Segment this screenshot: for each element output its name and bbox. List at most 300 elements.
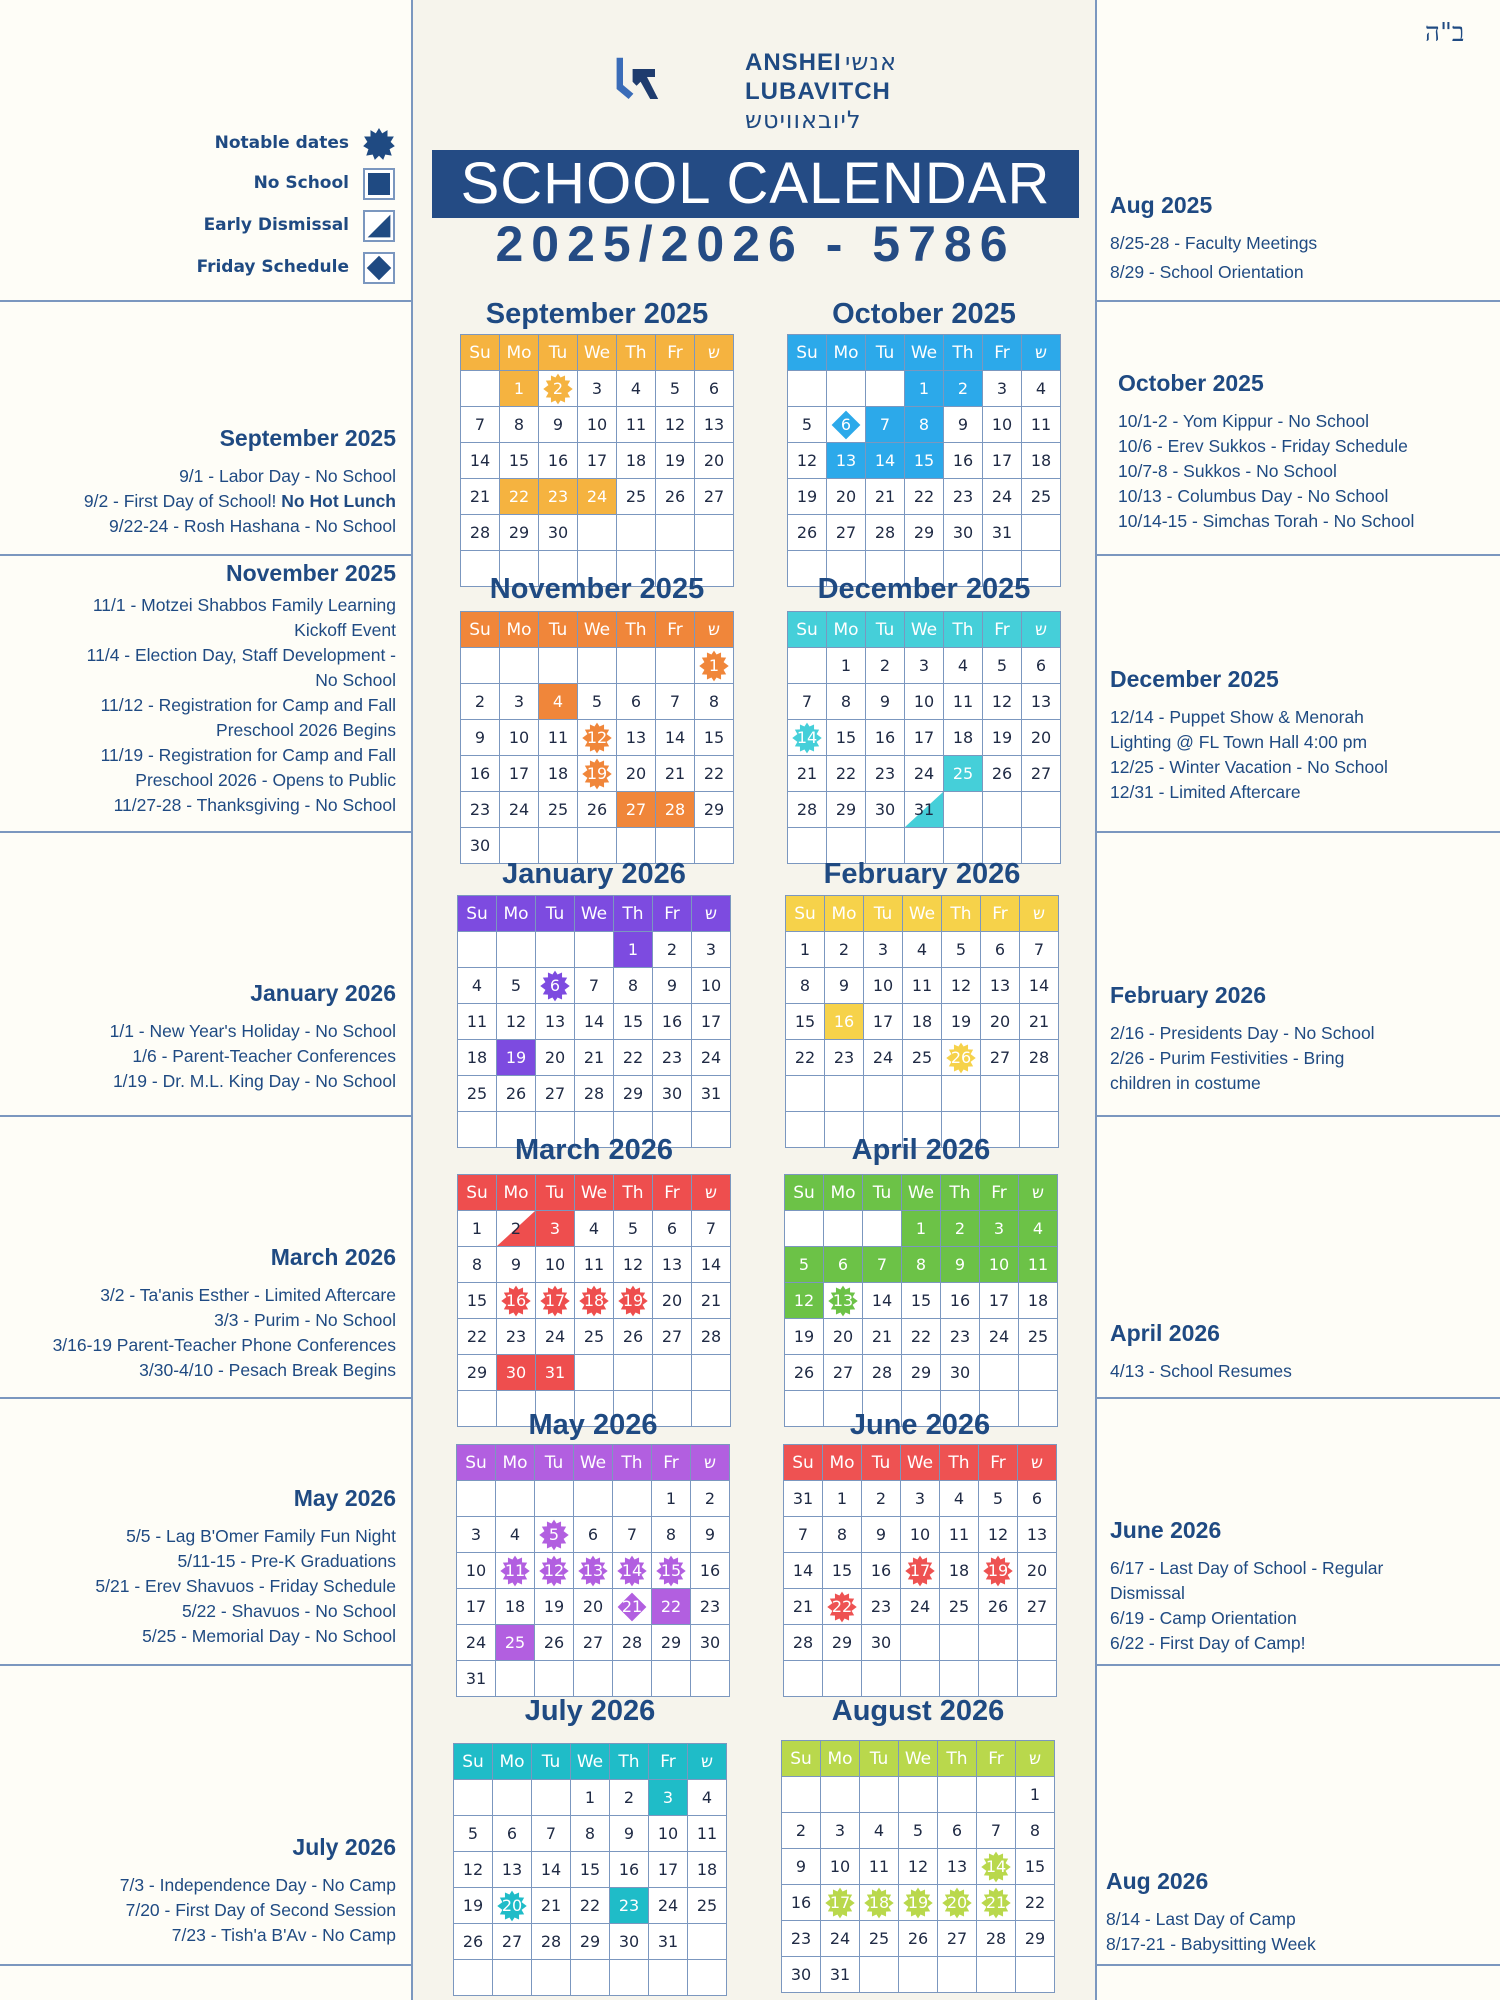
day-number: 21 xyxy=(874,487,896,506)
day-header: Th xyxy=(613,1445,652,1481)
legend-label: No School xyxy=(253,173,349,193)
divider xyxy=(1095,1964,1500,1966)
notes-april-2026 xyxy=(1110,1320,1490,1384)
day-number: 17 xyxy=(700,1012,722,1031)
day-cell xyxy=(649,1888,688,1924)
day-number: 27 xyxy=(703,487,725,506)
day-cell xyxy=(1018,1481,1057,1517)
day-number: 1 xyxy=(627,940,639,959)
day-number: 16 xyxy=(949,1291,971,1310)
note-line: 8/17-21 - Babysitting Week xyxy=(1106,1934,1316,1954)
day-number: 19 xyxy=(950,1012,972,1031)
day-number: 2 xyxy=(552,379,564,398)
day-number: 8 xyxy=(584,1824,596,1843)
day-number: 19 xyxy=(796,487,818,506)
day-number: 22 xyxy=(703,764,725,783)
day-header: Mo xyxy=(827,612,866,648)
day-number: 31 xyxy=(792,1489,814,1508)
day-number: 8 xyxy=(513,415,525,434)
divider xyxy=(1095,300,1500,302)
day-number: 7 xyxy=(669,692,681,711)
day-cell xyxy=(458,1247,497,1283)
day-header: Th xyxy=(617,335,656,371)
day-cell xyxy=(827,443,866,479)
day-header: Mo xyxy=(500,612,539,648)
day-number: 16 xyxy=(469,764,491,783)
day-cell xyxy=(496,1553,535,1589)
day-cell xyxy=(866,648,905,684)
day-number: 3 xyxy=(993,1219,1005,1238)
day-number: 17 xyxy=(829,1893,851,1912)
day-cell xyxy=(899,1849,938,1885)
day-number: 15 xyxy=(835,728,857,747)
day-cell xyxy=(458,1355,497,1391)
empty-day-cell xyxy=(784,1661,823,1697)
day-number: 6 xyxy=(1035,656,1047,675)
day-cell xyxy=(824,1247,863,1283)
day-cell xyxy=(610,1816,649,1852)
notes-july-2026 xyxy=(1,1834,396,1948)
empty-day-cell xyxy=(860,1957,899,1993)
day-number: 14 xyxy=(871,1291,893,1310)
day-number: 28 xyxy=(871,1363,893,1382)
day-number: 16 xyxy=(547,451,569,470)
divider xyxy=(0,554,413,556)
day-number: 23 xyxy=(469,800,491,819)
day-cell xyxy=(903,1004,942,1040)
logo-line2: LUBAVITCH xyxy=(745,78,891,105)
day-header: Tu xyxy=(862,1445,901,1481)
day-cell xyxy=(824,1355,863,1391)
day-number: 10 xyxy=(657,1824,679,1843)
day-cell xyxy=(535,1589,574,1625)
day-cell xyxy=(493,1816,532,1852)
day-number: 6 xyxy=(708,379,720,398)
day-number: 24 xyxy=(508,800,530,819)
day-cell xyxy=(902,1283,941,1319)
empty-day-cell xyxy=(496,1481,535,1517)
day-number: 26 xyxy=(586,800,608,819)
day-cell xyxy=(938,1921,977,1957)
day-cell xyxy=(691,1553,730,1589)
empty-day-cell xyxy=(981,1076,1020,1112)
day-number: 24 xyxy=(465,1633,487,1652)
day-number: 30 xyxy=(618,1932,640,1951)
day-cell xyxy=(823,1625,862,1661)
day-number: 19 xyxy=(793,1327,815,1346)
empty-day-cell xyxy=(454,1780,493,1816)
day-number: 31 xyxy=(991,523,1013,542)
note-line: 10/14-15 - Simchas Torah - No School xyxy=(1118,511,1415,531)
empty-day-cell xyxy=(461,648,500,684)
day-number: 1 xyxy=(584,1788,596,1807)
day-number: 28 xyxy=(621,1633,643,1652)
day-number: 20 xyxy=(946,1893,968,1912)
day-cell xyxy=(617,684,656,720)
day-cell xyxy=(1022,371,1061,407)
day-cell xyxy=(454,1924,493,1960)
empty-day-cell xyxy=(980,1355,1019,1391)
day-cell xyxy=(649,1852,688,1888)
day-cell xyxy=(1018,1589,1057,1625)
day-number: 10 xyxy=(988,1255,1010,1274)
day-cell xyxy=(1020,1040,1059,1076)
note-line: 12/14 - Puppet Show & Menorah xyxy=(1110,707,1364,727)
day-number: 25 xyxy=(952,764,974,783)
day-cell xyxy=(977,1921,1016,1957)
day-cell xyxy=(614,1283,653,1319)
empty-day-cell xyxy=(899,1777,938,1813)
day-cell xyxy=(691,1589,730,1625)
note-bold: No Hot Lunch xyxy=(281,491,396,511)
logo-line3: ליובאוויטש xyxy=(745,106,862,134)
day-number: 11 xyxy=(1027,1255,1049,1274)
day-header: Tu xyxy=(539,335,578,371)
day-number: 2 xyxy=(704,1489,716,1508)
day-cell xyxy=(938,1849,977,1885)
day-number: 21 xyxy=(469,487,491,506)
day-number: 8 xyxy=(918,415,930,434)
day-number: 13 xyxy=(661,1255,683,1274)
day-number: 28 xyxy=(469,523,491,542)
day-header: ש xyxy=(1018,1445,1057,1481)
day-number: 31 xyxy=(829,1965,851,1984)
day-number: 9 xyxy=(954,1255,966,1274)
day-header: Su xyxy=(788,335,827,371)
notes-september-2025 xyxy=(1,425,396,539)
divider xyxy=(1095,554,1500,556)
day-cell xyxy=(902,1211,941,1247)
note-line: 7/3 - Independence Day - No Camp xyxy=(119,1875,396,1895)
day-cell xyxy=(866,443,905,479)
day-number: 11 xyxy=(466,1012,488,1031)
day-cell xyxy=(784,1553,823,1589)
day-number: 26 xyxy=(622,1327,644,1346)
day-cell xyxy=(944,756,983,792)
day-cell xyxy=(649,1924,688,1960)
day-cell xyxy=(536,1283,575,1319)
month-grid xyxy=(787,611,1061,864)
day-cell xyxy=(941,1211,980,1247)
day-cell xyxy=(539,515,578,551)
day-cell xyxy=(571,1780,610,1816)
day-header: Mo xyxy=(824,1175,863,1211)
day-number: 24 xyxy=(700,1048,722,1067)
day-header: Tu xyxy=(866,612,905,648)
day-cell xyxy=(461,407,500,443)
day-number: 15 xyxy=(466,1291,488,1310)
day-number: 10 xyxy=(872,976,894,995)
divider xyxy=(0,1115,413,1117)
day-cell xyxy=(899,1921,938,1957)
day-number: 9 xyxy=(474,728,486,747)
day-number: 28 xyxy=(985,1929,1007,1948)
day-number: 18 xyxy=(466,1048,488,1067)
day-number: 10 xyxy=(829,1857,851,1876)
day-cell xyxy=(539,407,578,443)
day-number: 6 xyxy=(587,1525,599,1544)
day-cell xyxy=(821,1957,860,1993)
day-number: 3 xyxy=(549,1219,561,1238)
day-cell xyxy=(578,479,617,515)
day-header: Tu xyxy=(536,1175,575,1211)
day-cell xyxy=(941,1355,980,1391)
day-cell xyxy=(578,792,617,828)
note-line: 10/6 - Erev Sukkos - Friday Schedule xyxy=(1118,436,1408,456)
day-number: 7 xyxy=(990,1821,1002,1840)
day-cell xyxy=(695,479,734,515)
day-cell xyxy=(823,1553,862,1589)
note-line: 7/23 - Tish'a B'Av - No Camp xyxy=(171,1925,396,1945)
day-number: 29 xyxy=(622,1084,644,1103)
day-number: 29 xyxy=(660,1633,682,1652)
day-cell xyxy=(497,1040,536,1076)
day-cell xyxy=(782,1921,821,1957)
day-number: 11 xyxy=(911,976,933,995)
day-number: 12 xyxy=(907,1857,929,1876)
day-number: 17 xyxy=(909,1561,931,1580)
note-line: 11/4 - Election Day, Staff Development - xyxy=(86,645,396,665)
day-cell xyxy=(827,407,866,443)
day-cell xyxy=(941,1283,980,1319)
day-cell xyxy=(983,684,1022,720)
empty-day-cell xyxy=(1020,1076,1059,1112)
day-cell xyxy=(457,1625,496,1661)
day-number: 29 xyxy=(508,523,530,542)
day-cell xyxy=(944,684,983,720)
day-cell xyxy=(500,443,539,479)
day-number: 13 xyxy=(835,451,857,470)
day-number: 24 xyxy=(991,487,1013,506)
day-header: Th xyxy=(944,612,983,648)
day-cell xyxy=(983,371,1022,407)
day-cell xyxy=(575,1319,614,1355)
note-line: 11/1 - Motzei Shabbos Family Learning xyxy=(92,595,396,615)
day-cell xyxy=(617,720,656,756)
day-cell xyxy=(1019,1283,1058,1319)
day-cell xyxy=(500,371,539,407)
empty-day-cell xyxy=(977,1957,1016,1993)
day-header: Th xyxy=(938,1741,977,1777)
month-grid xyxy=(783,1444,1057,1697)
day-cell xyxy=(532,1816,571,1852)
day-cell xyxy=(695,648,734,684)
note-line: 5/25 - Memorial Day - No School xyxy=(142,1626,396,1646)
day-header: ש xyxy=(1016,1741,1055,1777)
day-number: 13 xyxy=(703,415,725,434)
day-number: 28 xyxy=(792,1633,814,1652)
day-header: We xyxy=(574,1445,613,1481)
day-cell xyxy=(695,443,734,479)
day-header: Fr xyxy=(656,335,695,371)
empty-day-cell xyxy=(862,1661,901,1697)
day-number: 9 xyxy=(623,1824,635,1843)
note-line: 9/1 - Labor Day - No School xyxy=(179,466,396,486)
day-cell xyxy=(535,1517,574,1553)
divider xyxy=(0,300,413,302)
day-number: 12 xyxy=(987,1525,1009,1544)
month-title: August 2026 xyxy=(831,1695,1005,1727)
day-number: 26 xyxy=(950,1048,972,1067)
day-number: 26 xyxy=(991,764,1013,783)
notes-january-2026 xyxy=(1,980,396,1094)
notes-title: November 2025 xyxy=(225,560,396,586)
empty-day-cell xyxy=(940,1625,979,1661)
day-number: 23 xyxy=(874,764,896,783)
day-cell xyxy=(825,1004,864,1040)
day-number: 14 xyxy=(469,451,491,470)
note-line: 5/11-15 - Pre-K Graduations xyxy=(177,1551,396,1571)
empty-day-cell xyxy=(535,1481,574,1517)
day-header: ש xyxy=(695,335,734,371)
day-cell xyxy=(497,1319,536,1355)
day-number: 10 xyxy=(465,1561,487,1580)
empty-day-cell xyxy=(458,932,497,968)
day-number: 20 xyxy=(832,1327,854,1346)
day-cell xyxy=(821,1849,860,1885)
day-header: ש xyxy=(1019,1175,1058,1211)
day-number: 5 xyxy=(467,1824,479,1843)
day-cell xyxy=(656,720,695,756)
day-cell xyxy=(944,515,983,551)
day-number: 7 xyxy=(797,1525,809,1544)
day-number: 16 xyxy=(699,1561,721,1580)
day-header: Fr xyxy=(981,896,1020,932)
day-header: Mo xyxy=(500,335,539,371)
day-cell xyxy=(652,1625,691,1661)
day-number: 13 xyxy=(1030,692,1052,711)
day-number: 3 xyxy=(834,1821,846,1840)
day-cell xyxy=(614,932,653,968)
day-header: Fr xyxy=(653,1175,692,1211)
day-number: 10 xyxy=(909,1525,931,1544)
day-number: 27 xyxy=(835,523,857,542)
day-number: 25 xyxy=(696,1896,718,1915)
day-number: 22 xyxy=(622,1048,644,1067)
empty-day-cell xyxy=(610,1960,649,1996)
day-number: 12 xyxy=(991,692,1013,711)
day-cell xyxy=(493,1924,532,1960)
day-cell xyxy=(496,1625,535,1661)
day-number: 21 xyxy=(985,1893,1007,1912)
day-number: 9 xyxy=(666,976,678,995)
day-cell xyxy=(905,684,944,720)
day-number: 22 xyxy=(835,764,857,783)
day-number: 30 xyxy=(661,1084,683,1103)
day-number: 11 xyxy=(504,1561,526,1580)
day-cell xyxy=(575,1040,614,1076)
note-line: 10/7-8 - Sukkos - No School xyxy=(1118,461,1337,481)
day-number: 7 xyxy=(1033,940,1045,959)
day-cell xyxy=(539,720,578,756)
day-cell xyxy=(942,1004,981,1040)
empty-day-cell xyxy=(497,932,536,968)
day-number: 15 xyxy=(579,1860,601,1879)
empty-day-cell xyxy=(653,1355,692,1391)
day-cell xyxy=(905,515,944,551)
day-header: Su xyxy=(785,1175,824,1211)
day-number: 29 xyxy=(913,523,935,542)
day-header: ש xyxy=(692,896,731,932)
day-number: 3 xyxy=(662,1788,674,1807)
day-cell xyxy=(496,1589,535,1625)
day-number: 16 xyxy=(618,1860,640,1879)
empty-day-cell xyxy=(613,1661,652,1697)
day-cell xyxy=(539,756,578,792)
day-number: 20 xyxy=(835,487,857,506)
day-cell xyxy=(536,1040,575,1076)
day-number: 24 xyxy=(872,1048,894,1067)
empty-day-cell xyxy=(457,1481,496,1517)
day-cell xyxy=(656,792,695,828)
day-cell xyxy=(695,792,734,828)
day-header: We xyxy=(575,896,614,932)
day-number: 21 xyxy=(621,1597,643,1616)
day-number: 17 xyxy=(913,728,935,747)
day-number: 6 xyxy=(951,1821,963,1840)
day-number: 8 xyxy=(840,692,852,711)
day-cell xyxy=(866,684,905,720)
notes-march-2026 xyxy=(1,1244,396,1383)
day-header: Su xyxy=(788,612,827,648)
day-cell xyxy=(1022,407,1061,443)
page-title: SCHOOL CALENDAR xyxy=(432,150,1079,218)
day-header: We xyxy=(905,335,944,371)
day-cell xyxy=(695,371,734,407)
day-header: Th xyxy=(614,1175,653,1211)
day-cell xyxy=(461,515,500,551)
empty-day-cell xyxy=(652,1661,691,1697)
day-cell xyxy=(575,1283,614,1319)
day-number: 5 xyxy=(669,379,681,398)
day-cell xyxy=(785,1319,824,1355)
day-number: 27 xyxy=(582,1633,604,1652)
day-cell xyxy=(938,1813,977,1849)
day-number: 14 xyxy=(985,1857,1007,1876)
day-cell xyxy=(578,720,617,756)
day-cell xyxy=(536,1247,575,1283)
day-cell xyxy=(536,1355,575,1391)
day-number: 3 xyxy=(470,1525,482,1544)
day-header: Su xyxy=(786,896,825,932)
day-cell xyxy=(575,1247,614,1283)
notes-february-2026 xyxy=(1110,982,1490,1096)
day-header: Fr xyxy=(983,335,1022,371)
day-header: We xyxy=(902,1175,941,1211)
day-cell xyxy=(500,407,539,443)
day-number: 2 xyxy=(623,1788,635,1807)
day-cell xyxy=(652,1589,691,1625)
day-number: 1 xyxy=(918,379,930,398)
day-number: 9 xyxy=(957,415,969,434)
day-number: 16 xyxy=(874,728,896,747)
day-cell xyxy=(827,648,866,684)
day-number: 23 xyxy=(833,1048,855,1067)
day-number: 31 xyxy=(657,1932,679,1951)
day-cell xyxy=(902,1355,941,1391)
day-number: 27 xyxy=(1030,764,1052,783)
day-number: 15 xyxy=(910,1291,932,1310)
day-number: 2 xyxy=(957,379,969,398)
day-cell xyxy=(535,1625,574,1661)
day-cell xyxy=(532,1924,571,1960)
day-cell xyxy=(903,1040,942,1076)
day-number: 4 xyxy=(630,379,642,398)
day-number: 19 xyxy=(586,764,608,783)
day-number: 23 xyxy=(618,1896,640,1915)
day-header: Su xyxy=(458,896,497,932)
day-cell xyxy=(614,968,653,1004)
